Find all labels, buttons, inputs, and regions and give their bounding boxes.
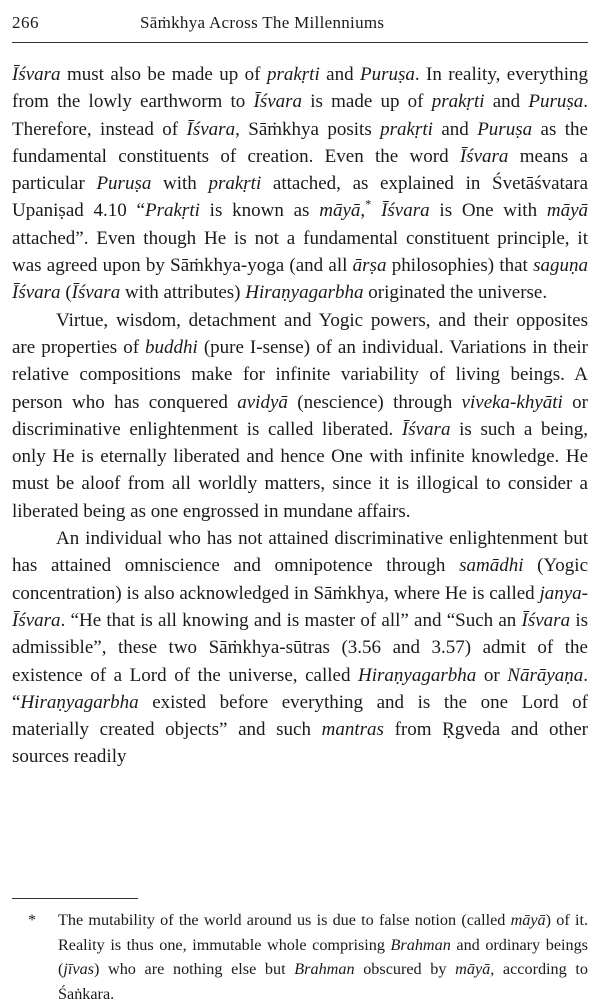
- main-text: [12, 61, 588, 771]
- paragraph-1: Īśvara must also be made up of prakṛti and Puruṣa. In reality, everything from the lowly earthworm to Īśvara is made up of prakṛti and Puruṣa. Therefore, instead of Īśvara, Sāṁkhya posits prakṛti and Puruṣa as the fundamental constituents of creation. Even the word Īśvara means a particular Puruṣa with prakṛti attached, as explained in Śvetāśvatara Upaniṣad 4.10 “Prakṛti is known as māyā,* Īśvara is One with māyā attached”. Even though He is not a fundamental constituent principle, it was agreed upon by Sāṁkhya-yoga (and all ārṣa philosophies) that saguṇa Īśvara (Īśvara with attributes) Hiraṇyagarbha originated the universe.: [12, 64, 589, 304]
- footnote-text: The mutability of the world around us is due to false notion (called māyā) of it. Reality is thus one, immutable whole comprising Brahman and ordinary beings (jīvas) who are nothing else but Brahman obscured by māyā, according to Śaṅkara.: [58, 911, 588, 1003]
- footnote-divider: [12, 898, 138, 899]
- paragraph-2: Virtue, wisdom, detachment and Yogic powers, and their opposites are properties of buddhi (pure I-sense) of an individual. Variations in their relative compositions make for infinite variability of living beings. A person who has conquered avidyā (nescience) through viveka-khyāti or discriminative enlightenment is called liberated. Īśvara is such a being, only He is eternally liberated and hence One with infinite knowledge. He must be aloof from all worldly matters, since it is illogical to consider a liberated being as one engrossed in mundane affairs.: [12, 309, 588, 522]
- running-title: Sāṁkhya Across The Millenniums: [140, 13, 385, 32]
- footnote-marker: *: [28, 911, 37, 929]
- paragraph-3: An individual who has not attained discriminative enlightenment but has attained omniscience and omnipotence through samādhi (Yogic concentration) is also acknowledged in Sāṁkhya, where He is called janya-Īśvara. “He that is all knowing and is master of all” and “Such an Īśvara is admissible”, these two Sāṁkhya-sūtras (3.56 and 3.57) admit of the existence of a Lord of the universe, called Hiraṇyagarbha or Nārāyaṇa. “Hiraṇyagarbha existed before everything and is the one Lord of materially created objects” and such mantras from Ṛgveda and other sources readily: [12, 528, 589, 768]
- running-header: [12, 8, 588, 43]
- footnote: [12, 908, 588, 1006]
- page-number: 266: [12, 13, 39, 32]
